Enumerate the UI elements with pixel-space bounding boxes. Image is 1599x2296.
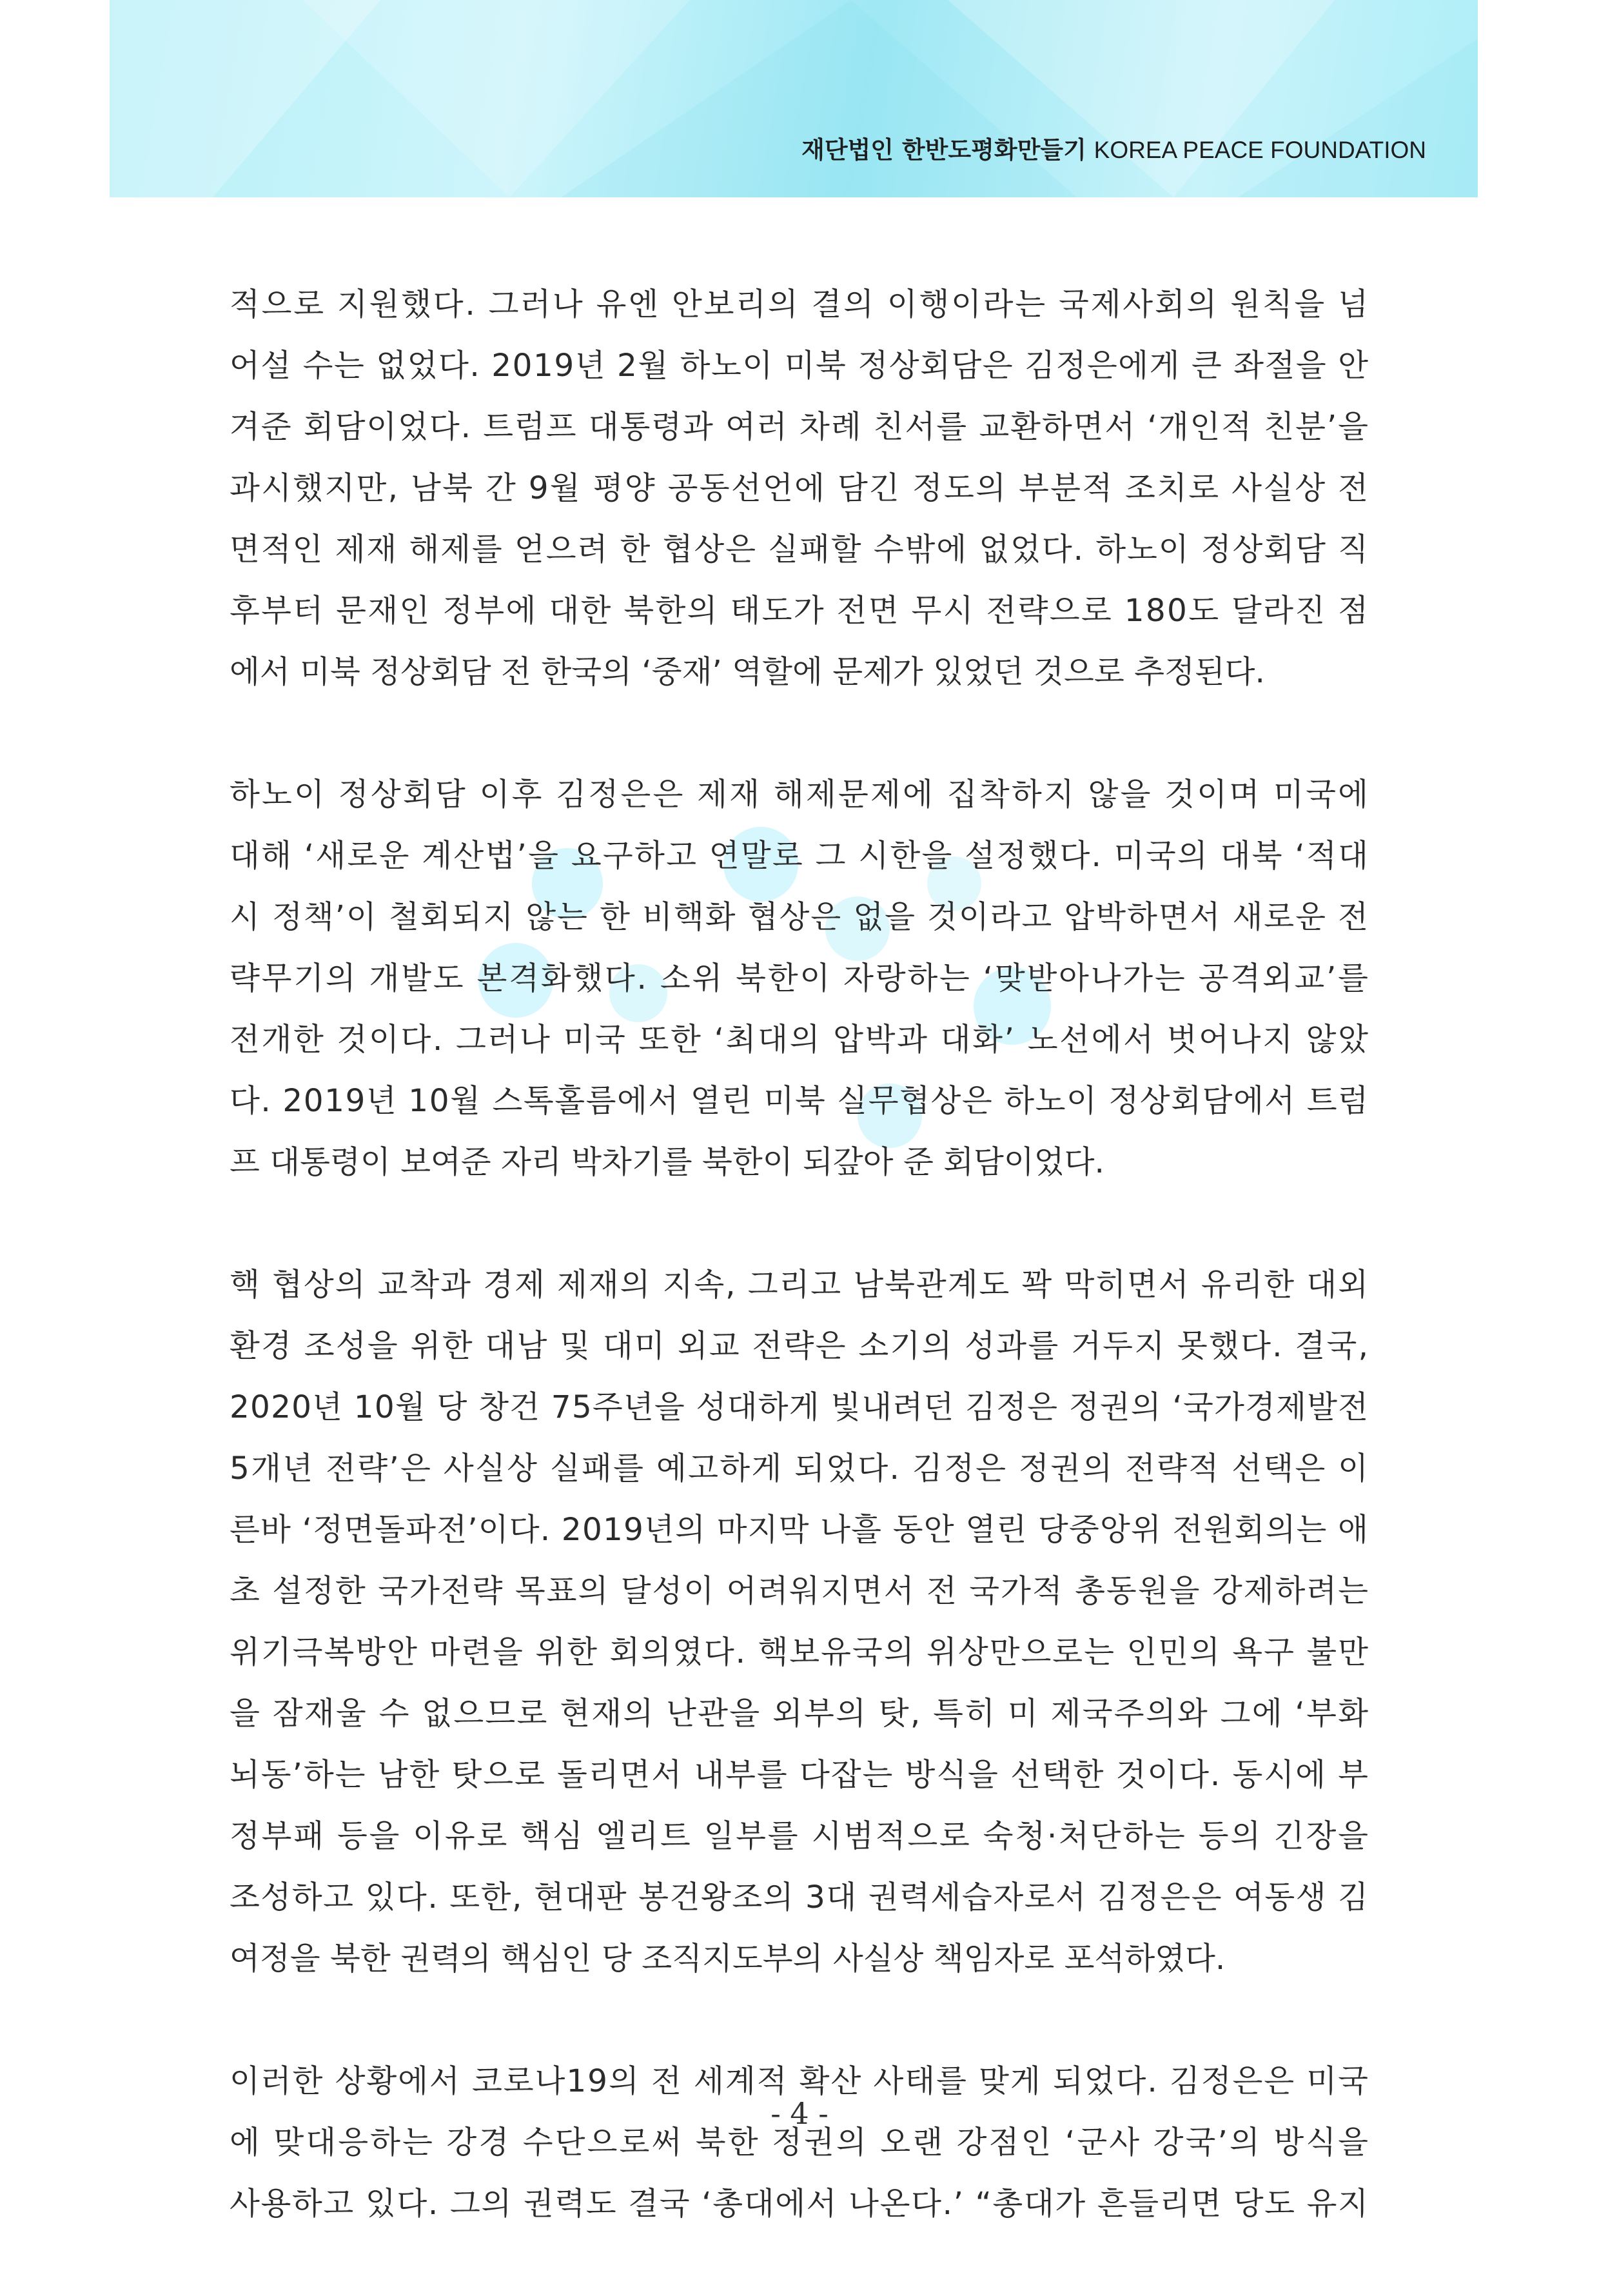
text-line: 에서 미북 정상회담 전 한국의 ‘중재’ 역할에 문제가 있었던 것으로 추정된다. xyxy=(230,654,1265,690)
text-line: 전개한 것이다. 그러나 미국 또한 ‘최대의 압박과 대화’ 노선에서 벗어나지 않았 xyxy=(230,1022,1370,1058)
text-line: 어설 수는 없었다. 2019년 2월 하노이 미북 정상회담은 김정은에게 큰 좌절을 안 xyxy=(230,348,1369,384)
text-line: 과시했지만, 남북 간 9월 평양 공동선언에 담긴 정도의 부분적 조치로 사실상 전 xyxy=(230,470,1370,506)
text-line: 5개년 전략’은 사실상 실패를 예고하게 되었다. 김정은 정권의 전략적 선택은 이 xyxy=(230,1450,1370,1487)
paragraph-4 xyxy=(230,2051,1371,2235)
text-line: 략무기의 개발도 본격화했다. 소위 북한이 자랑하는 ‘맞받아나가는 공격외교’를 xyxy=(230,960,1370,996)
text-line: 위기극복방안 마련을 위한 회의였다. 핵보유국의 위상만으로는 인민의 욕구 불만 xyxy=(230,1634,1369,1670)
text-line: 뇌동’하는 남한 탓으로 돌리면서 내부를 다잡는 방식을 선택한 것이다. 동시에 부 xyxy=(230,1757,1369,1793)
text-line: 시 정책’이 철회되지 않는 한 비핵화 협상은 없을 것이라고 압박하면서 새로운 전 xyxy=(230,899,1369,935)
org-name-ko: 재단법인 한반도평화만들기 xyxy=(801,136,1086,164)
text-line: 2020년 10월 당 창건 75주년을 성대하게 빛내려던 김정은 정권의 ‘국가경제발전 xyxy=(230,1389,1369,1425)
text-line: 초 설정한 국가전략 목표의 달성이 어려워지면서 전 국가적 총동원을 강제하려는 xyxy=(230,1573,1369,1609)
header-band xyxy=(110,0,1478,197)
text-line: 여정을 북한 권력의 핵심인 당 조직지도부의 사실상 책임자로 포석하였다. xyxy=(230,1941,1226,1977)
text-line: 프 대통령이 보여준 자리 박차기를 북한이 되갚아 준 회담이었다. xyxy=(230,1144,1104,1180)
paragraph-3 xyxy=(230,1254,1368,1990)
text-line: 적으로 지원했다. 그러나 유엔 안보리의 결의 이행이라는 국제사회의 원칙을 넘 xyxy=(230,286,1370,322)
paragraph-1 xyxy=(230,274,1368,703)
text-line: 겨준 회담이었다. 트럼프 대통령과 여러 차례 친서를 교환하면서 ‘개인적 친분’을 xyxy=(230,409,1369,445)
text-line: 하노이 정상회담 이후 김정은은 제재 해제문제에 집착하지 않을 것이며 미국에 xyxy=(230,777,1371,813)
text-line: 을 잠재울 수 없으므로 현재의 난관을 외부의 탓, 특히 미 제국주의와 그에 ‘부화 xyxy=(230,1696,1370,1732)
text-line: 른바 ‘정면돌파전’이다. 2019년의 마지막 나흘 동안 열린 당중앙위 전원회의는 애 xyxy=(230,1512,1369,1548)
text-line: 대해 ‘새로운 계산법’을 요구하고 연말로 그 시한을 설정했다. 미국의 대북 ‘적대 xyxy=(230,838,1370,874)
org-name-en: KOREA PEACE FOUNDATION xyxy=(1094,137,1426,163)
document-body xyxy=(230,274,1371,2296)
text-line: 정부패 등을 이유로 핵심 엘리트 일부를 시범적으로 숙청·처단하는 등의 긴장을 xyxy=(230,1818,1370,1854)
text-line: 사용하고 있다. 그의 권력도 결국 ‘총대에서 나온다.’ “총대가 흔들리면 당도 유지 xyxy=(230,2186,1369,2222)
header-org-title xyxy=(801,130,1426,165)
text-line: 이러한 상황에서 코로나19의 전 세계적 확산 사태를 맞게 되었다. 김정은은 미국 xyxy=(230,2063,1369,2099)
text-line: 조성하고 있다. 또한, 현대판 봉건왕조의 3대 권력세습자로서 김정은은 여동생 김 xyxy=(230,1879,1369,1915)
text-line: 후부터 문재인 정부에 대한 북한의 태도가 전면 무시 전략으로 180도 달라진 점 xyxy=(230,593,1370,629)
page-number: - 4 - xyxy=(770,2096,829,2131)
text-line: 핵 협상의 교착과 경제 제재의 지속, 그리고 남북관계도 꽉 막히면서 유리한 대외 xyxy=(230,1267,1369,1303)
header-decoration xyxy=(110,0,1478,197)
paragraph-2 xyxy=(230,764,1371,1193)
text-line: 에 맞대응하는 강경 수단으로써 북한 정권의 오랜 강점인 ‘군사 강국’의 방식을 xyxy=(230,2124,1371,2161)
text-line: 다. 2019년 10월 스톡홀름에서 열린 미북 실무협상은 하노이 정상회담에서 트럼 xyxy=(230,1083,1369,1119)
text-line: 면적인 제재 해제를 얻으려 한 협상은 실패할 수밖에 없었다. 하노이 정상회담 직 xyxy=(230,531,1369,568)
text-line: 환경 조성을 위한 대남 및 대미 외교 전략은 소기의 성과를 거두지 못했다. 결국, xyxy=(230,1328,1370,1364)
